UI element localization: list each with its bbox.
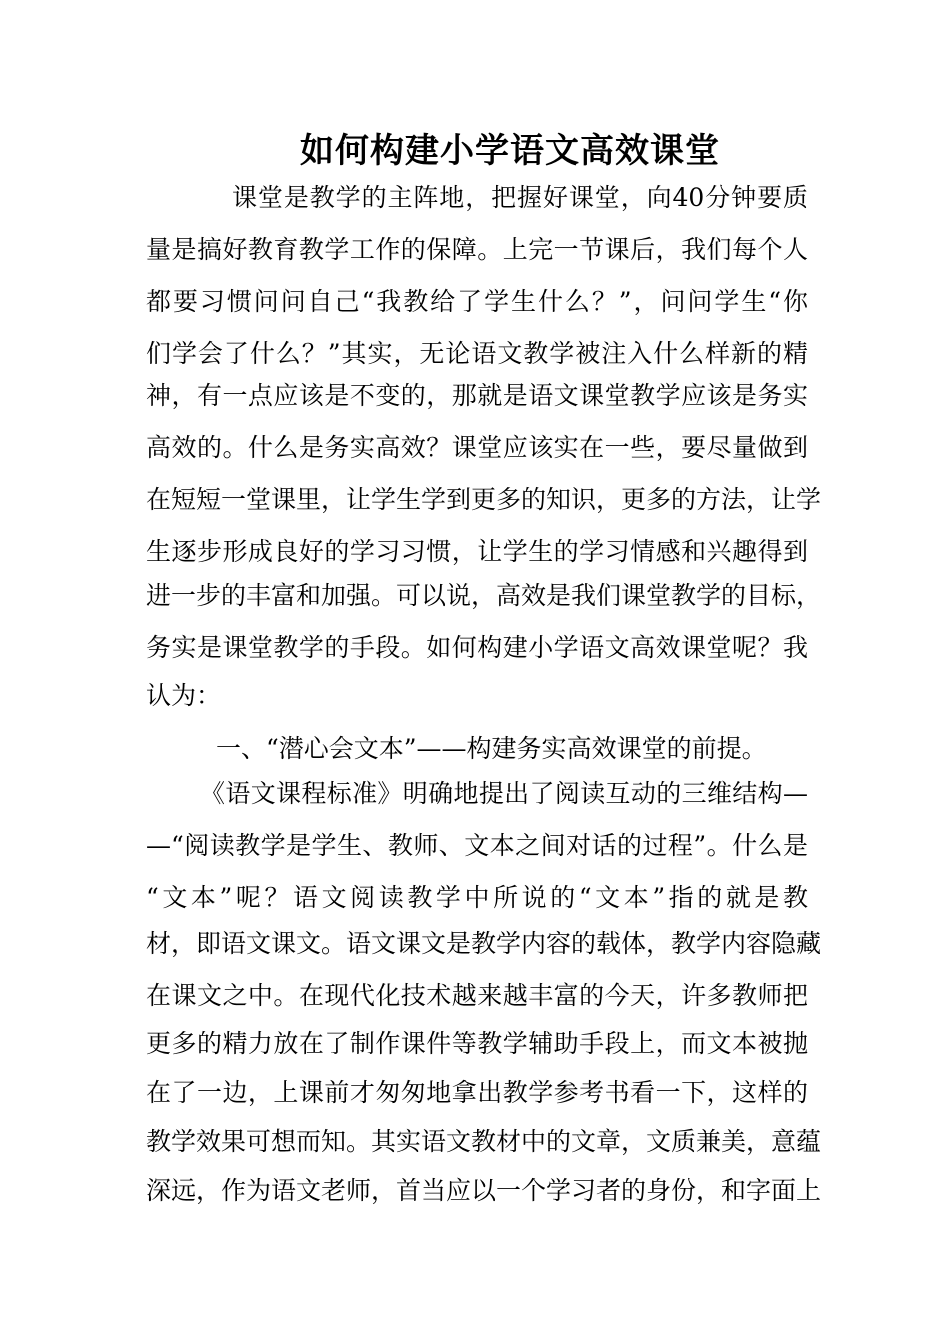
paragraph-line: 们学会了什么？”其实，无论语文教学被注入什么样新的精 [146, 339, 808, 368]
paragraph-line: 神，有一点应该是不变的，那就是语文课堂教学应该是务实 [146, 381, 808, 410]
paragraph-line: 务实是课堂教学的手段。如何构建小学语文高效课堂呢？我 [146, 633, 808, 662]
paragraph-line: 认为： [146, 681, 222, 710]
paragraph-line: 在课文之中。在现代化技术越来越丰富的今天，许多教师把 [146, 981, 808, 1010]
paragraph-line: “文本”呢？语文阅读教学中所说的“文本”指的就是教 [146, 883, 808, 912]
paragraph-line: 生逐步形成良好的学习习惯，让学生的学习情感和兴趣得到 [146, 537, 808, 566]
paragraph-line: 材，即语文课文。语文课文是教学内容的载体，教学内容隐藏 [146, 929, 822, 958]
paragraph-line: 在短短一堂课里，让学生学到更多的知识，更多的方法，让学 [146, 485, 822, 514]
paragraph-line: —“阅读教学是学生、教师、文本之间对话的过程”。什么是 [146, 831, 808, 860]
paragraph-line: 量是搞好教育教学工作的保障。上完一节课后，我们每个人 [146, 235, 808, 264]
paragraph-line: 《语文课程标准》明确地提出了阅读互动的三维结构— [200, 779, 808, 808]
paragraph-line: 深远，作为语文老师，首当应以一个学习者的身份，和字面上 [146, 1176, 822, 1205]
paragraph-line: 教学效果可想而知。其实语文教材中的文章，文质兼美，意蕴 [146, 1127, 822, 1156]
paragraph-line: 在了一边，上课前才匆匆地拿出教学参考书看一下，这样的 [146, 1078, 808, 1107]
paragraph-line: 课堂是教学的主阵地，把握好课堂，向40分钟要质 [232, 183, 808, 212]
section-heading: 一、“潜心会文本”——构建务实高效课堂的前提。 [216, 734, 767, 763]
paragraph-line: 都要习惯问问自己“我教给了学生什么？”，问问学生“你 [146, 287, 808, 316]
document-title: 如何构建小学语文高效课堂 [300, 131, 720, 171]
paragraph-line: 进一步的丰富和加强。可以说，高效是我们课堂教学的目标， [146, 581, 822, 610]
paragraph-line: 更多的精力放在了制作课件等教学辅助手段上，而文本被抛 [146, 1029, 808, 1058]
paragraph-line: 高效的。什么是务实高效？课堂应该实在一些，要尽量做到 [146, 433, 808, 462]
